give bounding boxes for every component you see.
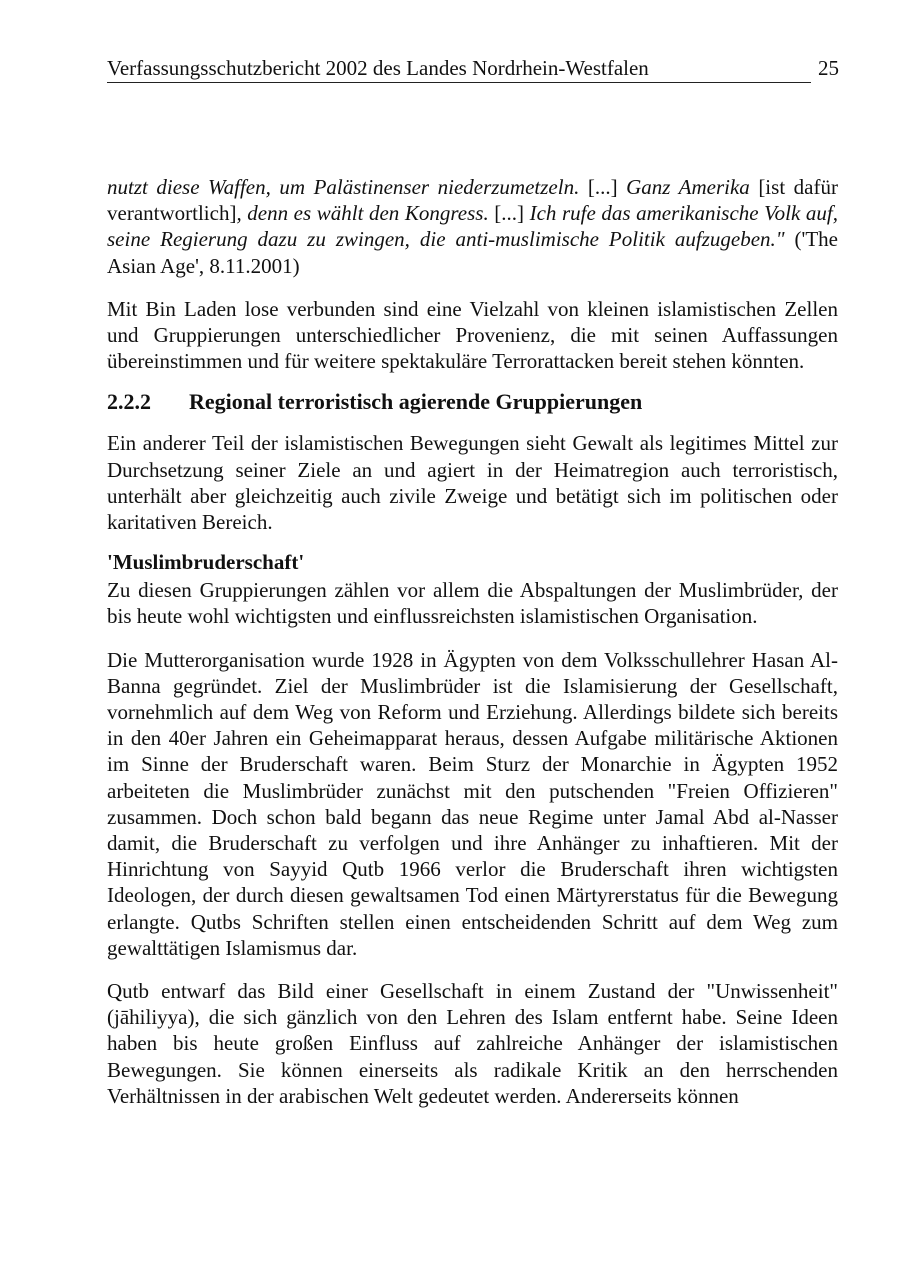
paragraph-qutb: Qutb entwarf das Bild einer Gesellschaft in einem Zustand der "Unwissenheit" (jāhiliyya), die sich gänzlich von den Lehren des Islam entfernt habe. Seine Ideen haben bis heute großen Einfluss auf zahlreiche Anhänger der islamistischen Bewegungen. Sie können einerseits als radikale Kritik an den herrschenden Verhältnissen in der arabischen Welt gedeutet werden. Andererseits können xyxy=(107,979,838,1108)
quote-segment: Ich rufe das amerikanische Volk auf, seine Regierung dazu zu zwingen, die anti-muslimische Politik aufzugeben." xyxy=(107,201,838,252)
page-number: 25 xyxy=(818,56,839,80)
running-title: Verfassungsschutzbericht 2002 des Landes Nordrhein-Westfalen xyxy=(107,56,649,80)
paragraph-regional: Ein anderer Teil der islamistischen Bewegungen sieht Gewalt als legitimes Mittel zur Durchsetzung seiner Ziele an und agiert in der Heimatregion auch terroristisch, unterhält aber gleichzeitig auch zivile Zweige und betätigt sich im politischen oder karitativen Bereich. xyxy=(107,431,838,535)
section-number: 2.2.2 xyxy=(107,389,151,415)
paragraph-bin-laden: Mit Bin Laden lose verbunden sind eine Vielzahl von kleinen islamistischen Zellen und Gruppierungen unterschiedlicher Provenienz, die mit seinen Auffassungen übereinstimmen und für weitere spektakuläre Terrorattacken bereit stehen könnten. xyxy=(107,296,838,374)
paragraph-mutterorganisation: Die Mutterorganisation wurde 1928 in Ägypten von dem Volksschullehrer Hasan Al-Banna gegründet. Ziel der Muslimbrüder ist die Islamisierung der Gesellschaft, vornehmlich auf dem Weg von Reform und Erziehung. Allerdings bildete sich bereits in den 40er Jahren ein Geheimapparat heraus, dessen Aufgabe militärische Aktionen im Sinne der Bruderschaft waren. Beim Sturz der Monarchie in Ägypten 1952 arbeiteten die Muslimbrüder zunächst mit den putschenden "Freien Offizieren" zusammen. Doch schon bald begann das neue Regime unter Jamal Abd al-Nasser damit, die Bruderschaft zu verfolgen und ihre Anhänger zu inhaftieren. Mit der Hinrichtung von Sayyid Qutb 1966 verlor die Bruderschaft ihren wichtigsten Ideologen, der durch diesen gewaltsamen Tod einen Märtyrerstatus für die Bewegung erlangte. Qutbs Schriften stellen einen entscheidenden Schritt auf dem Weg zum gewalttätigen Islamismus dar. xyxy=(107,647,838,960)
quote-source: ('The Asian Age', 8.11.2001) xyxy=(107,227,838,278)
quote-paragraph xyxy=(107,174,838,279)
body-text xyxy=(107,174,838,1109)
quote-segment: [ist dafür verantwortlich] xyxy=(107,175,838,226)
quote-segment: nutzt diese Waffen, um Palästinenser niederzumetzeln. xyxy=(107,175,580,199)
quote-segment: [...] xyxy=(488,201,530,226)
section-heading xyxy=(107,388,838,416)
section-title: Regional terroristisch agierende Gruppierungen xyxy=(189,389,643,415)
quote-segment: Ganz Amerika xyxy=(626,175,750,199)
quote-segment: , denn es wählt den Kongress. xyxy=(236,201,489,226)
quote-segment: [...] xyxy=(579,175,627,199)
page-header xyxy=(107,52,839,84)
header-rule xyxy=(107,82,811,83)
subheading-muslimbruderschaft: 'Muslimbruderschaft' xyxy=(107,550,305,575)
paragraph-abspaltungen: Zu diesen Gruppierungen zählen vor allem die Abspaltungen der Muslimbrüder, der bis heute wohl wichtigsten und einflussreichsten islamistischen Organisation. xyxy=(107,578,838,629)
